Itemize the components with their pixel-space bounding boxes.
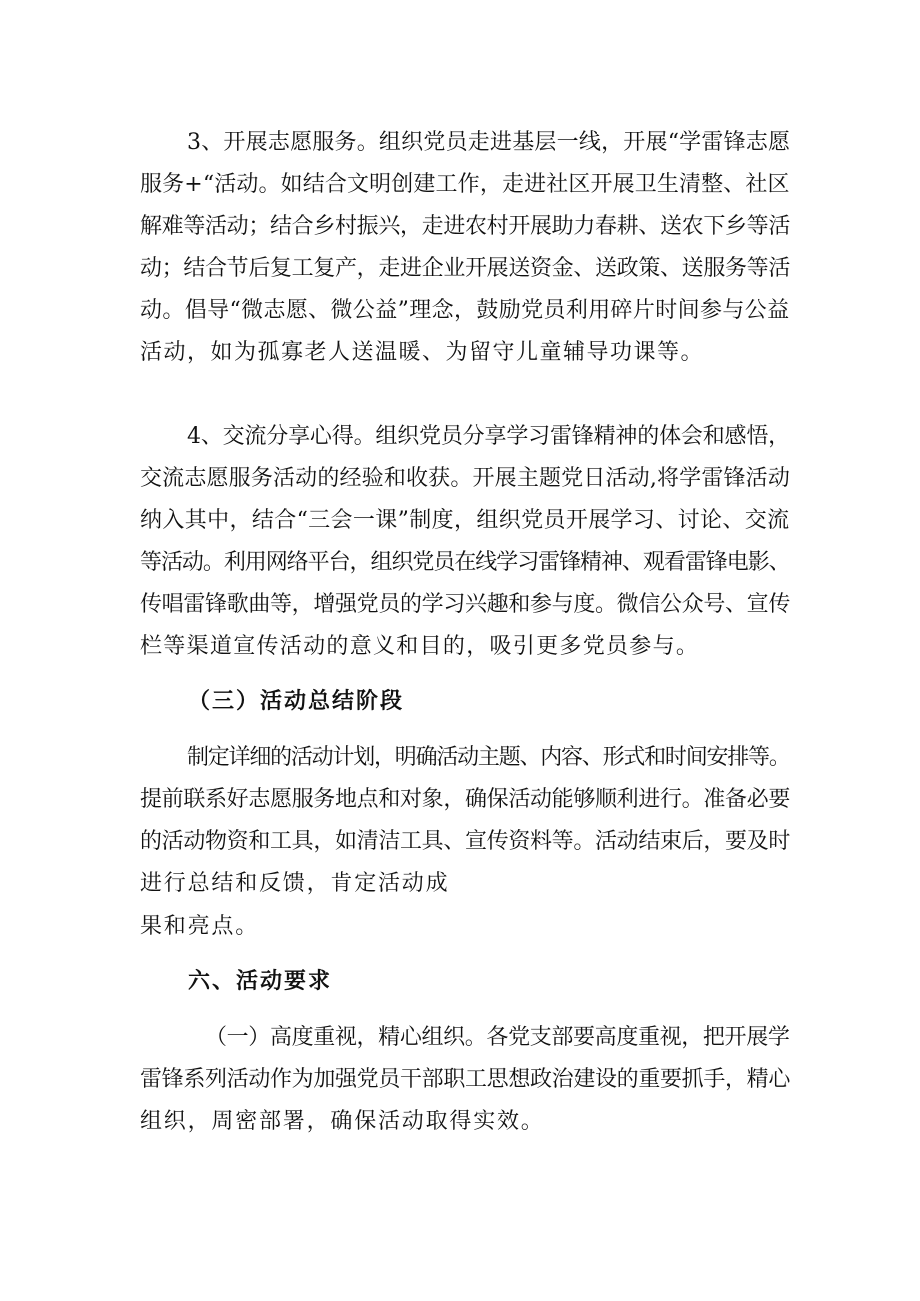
para3-line-4: 动；结合节后复工复产，走进企业开展送资金、送政策、送服务等活 bbox=[140, 256, 791, 281]
summary-line-2: 提前联系好志愿服务地点和对象，确保活动能够顺利进行。准备必要 bbox=[140, 787, 791, 812]
summary-line-3: 的活动物资和工具，如清洁工具、宣传资料等。活动结束后，要及时 bbox=[140, 829, 791, 854]
para3-line-2: 服务+“活动。如结合文明创建工作，走进社区开展卫生清整、社区 bbox=[140, 172, 790, 197]
section-heading-requirements: 六、活动要求 bbox=[188, 969, 333, 994]
para3-line-6: 活动，如为孤寡老人送温暖、为留守儿童辅导功课等。 bbox=[140, 340, 705, 365]
para4-line-6: 栏等渠道宣传活动的意义和目的，吸引更多党员参与。 bbox=[140, 634, 700, 659]
summary-line-4: 进行总结和反馈，肯定活动成 bbox=[140, 871, 450, 896]
requirement-1-line-1: （一）高度重视，精心组织。各党支部要高度重视，把开展学 bbox=[205, 1025, 790, 1050]
para3-line-3: 解难等活动；结合乡村振兴，走进农村开展助力春耕、送农下乡等活 bbox=[140, 214, 791, 239]
para4-line-4: 等活动。利用网络平台，组织党员在线学习雷锋精神、观看雷锋电影、 bbox=[140, 550, 790, 575]
para4-line-5: 传唱雷锋歌曲等，增强党员的学习兴趣和参与度。微信公众号、宣传 bbox=[140, 592, 791, 617]
para3-line-1: 3、开展志愿服务。组织党员走进基层一线，开展“学雷锋志愿 bbox=[187, 130, 791, 155]
para4-line-1: 4、交流分享心得。组织党员分享学习雷锋精神的体会和感悟， bbox=[187, 424, 790, 449]
requirement-1-line-3: 组织，周密部署，确保活动取得实效。 bbox=[140, 1109, 545, 1134]
summary-line-1: 制定详细的活动计划，明确活动主题、内容、形式和时间安排等。 bbox=[187, 745, 790, 770]
summary-line-5: 果和亮点。 bbox=[140, 914, 260, 939]
para4-line-2: 交流志愿服务活动的经验和收获。开展主题党日活动,将学雷锋活动 bbox=[140, 466, 790, 491]
requirement-1-line-2: 雷锋系列活动作为加强党员干部职工思想政治建设的重要抓手，精心 bbox=[140, 1067, 791, 1092]
section-heading-summary-stage: （三）活动总结阶段 bbox=[188, 689, 405, 714]
para3-line-5: 动。倡导“微志愿、微公益”理念，鼓励党员利用碎片时间参与公益 bbox=[140, 298, 790, 323]
para4-line-3: 纳入其中，结合“三会一课”制度，组织党员开展学习、讨论、交流 bbox=[140, 508, 790, 533]
